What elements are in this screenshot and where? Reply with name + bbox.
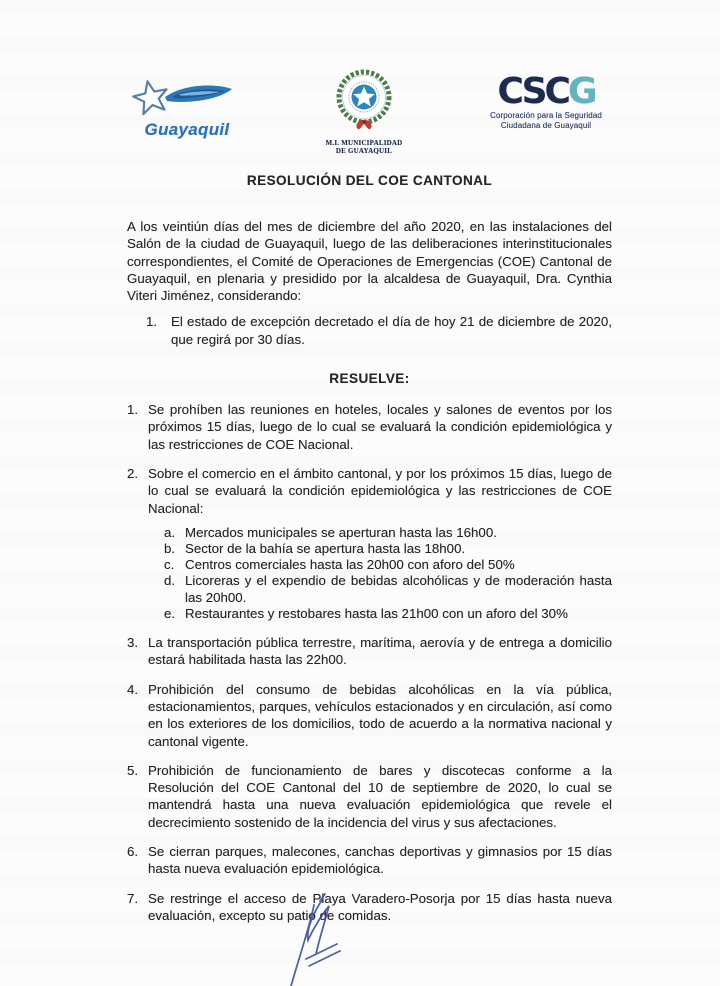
sublist-item-a	[164, 525, 612, 541]
guayaquil-logo-text: Guayaquil	[144, 120, 230, 139]
resuelve-heading: RESUELVE:	[329, 371, 410, 387]
municipality-seal	[319, 69, 409, 155]
sublist-item-c	[164, 557, 612, 573]
sublist-item-d	[164, 573, 612, 605]
item-number: 2.	[127, 465, 139, 481]
commerce-sublist	[164, 525, 612, 622]
item-text: Sobre el comercio en el ámbito cantonal, y por los próximos 15 días, luego de lo cual se evaluará la condición epidemiológica y las restricciones de COE Nacional:	[148, 465, 612, 516]
item-text: Prohibición del consumo de bebidas alcohólicas en la vía pública, estacionamientos, parques, vehículos estacionados y en circulación, así como en los exteriores de los domicilios, todo de acuerdo a la normativa nacional y cantonal vigente.	[148, 681, 612, 749]
item-number: 4.	[127, 681, 139, 697]
subitem-text: Sector de la bahía se apertura hasta las 18h00.	[185, 541, 466, 557]
sublist-item-e	[164, 606, 612, 622]
subitem-letter: a.	[164, 524, 176, 540]
municipality-caption-line2: DE GUAYAQUIL	[335, 147, 393, 155]
guayaquil-logo	[128, 73, 246, 140]
cscg-caption	[482, 111, 610, 130]
item-number: 7.	[127, 890, 139, 906]
subitem-text: Licoreras y el expendio de bebidas alcohólicas y de moderación hasta las 20h00.	[185, 573, 612, 605]
resolution-item-5	[127, 762, 612, 831]
cscg-logo	[482, 73, 610, 130]
resolution-item-6	[127, 843, 612, 878]
resolutions-list	[127, 401, 612, 924]
subitem-text: Restaurantes y restobares hasta las 21h00 con un aforo del 30%	[185, 605, 568, 621]
item-text: Se prohíben las reuniones en hoteles, locales y salones de eventos por los próximos 15 días, luego de lo cual se evaluará la condición epidemiológica y las restricciones de COE Nacional.	[148, 402, 612, 452]
resolution-item-2	[127, 465, 612, 622]
item-number: 6.	[127, 844, 139, 860]
resolution-item-1	[127, 401, 612, 453]
subitem-letter: c.	[164, 557, 175, 573]
item-text: El estado de excepción decretado el día de hoy 21 de diciembre de 2020, que regirá por 30 días.	[171, 314, 612, 347]
document-body	[0, 173, 720, 924]
cscg-acronym-dark: CSC	[497, 71, 568, 112]
item-text: Se restringe el acceso de Playa Varadero-Posorja por 15 días hasta nueva evaluación, excepto su patio de comidas.	[148, 890, 612, 923]
subitem-text: Centros comerciales hasta las 20h00 con aforo del 50%	[185, 557, 515, 573]
item-number: 5.	[127, 762, 139, 778]
subitem-letter: b.	[164, 541, 176, 557]
resolution-item-4	[127, 681, 612, 750]
subitem-letter: e.	[164, 605, 176, 621]
cscg-caption-line2: Ciudadana de Guayaquil	[500, 120, 592, 130]
resolution-item-7	[127, 890, 612, 925]
item-text: Se cierran parques, malecones, canchas deportivas y gimnasios por 15 días hasta nueva evaluación epidemiológica.	[148, 844, 612, 877]
item-text: La transportación pública terrestre, marítima, aerovía y de entrega a domicilio estará habilitada hasta las 22h00.	[148, 635, 612, 668]
intro-paragraph: A los veintiún días del mes de diciembre del año 2020, en las instalaciones del Salón de la ciudad de Guayaquil, luego de las deliberaciones interinstitucionales correspondientes, el Comité de Operaciones de Emergencias (COE) Cantonal de Guayaquil, en plenaria y presidido por la alcaldesa de Guayaquil, Dra. Cynthia Viteri Jiménez, considerando:	[127, 219, 612, 304]
cscg-acronym	[482, 71, 610, 112]
considerando-item-1	[146, 313, 612, 348]
item-number: 1.	[127, 402, 139, 418]
signature-ink	[250, 891, 362, 986]
municipality-caption	[319, 139, 409, 155]
document-title: RESOLUCIÓN DEL COE CANTONAL	[246, 173, 493, 188]
subitem-text: Mercados municipales se aperturan hasta las 16h00.	[185, 524, 497, 540]
cscg-acronym-light: G	[567, 71, 595, 112]
municipality-seal-icon	[331, 69, 397, 133]
item-number: 3.	[127, 635, 139, 651]
resolution-item-3	[127, 634, 612, 669]
guayaquil-star-swoosh-icon	[129, 77, 245, 119]
item-text: Prohibición de funcionamiento de bares y discotecas conforme a la Resolución del COE Cantonal del 10 de septiembre de 2020, lo cual se mantendrá hasta una nueva evaluación epidemiológica que revele el decrecimiento sostenido de la incidencia del virus y sus afectaciones.	[148, 762, 612, 830]
sublist-item-b	[164, 541, 612, 557]
item-text-wrap	[148, 465, 612, 622]
considerando-list	[127, 313, 612, 348]
cscg-caption-line1: Corporación para la Seguridad	[490, 111, 602, 120]
item-number: 1.	[146, 314, 158, 330]
document-header	[0, 0, 720, 155]
municipality-caption-line1: M.I. MUNICIPALIDAD	[325, 139, 403, 147]
subitem-letter: d.	[164, 573, 176, 589]
